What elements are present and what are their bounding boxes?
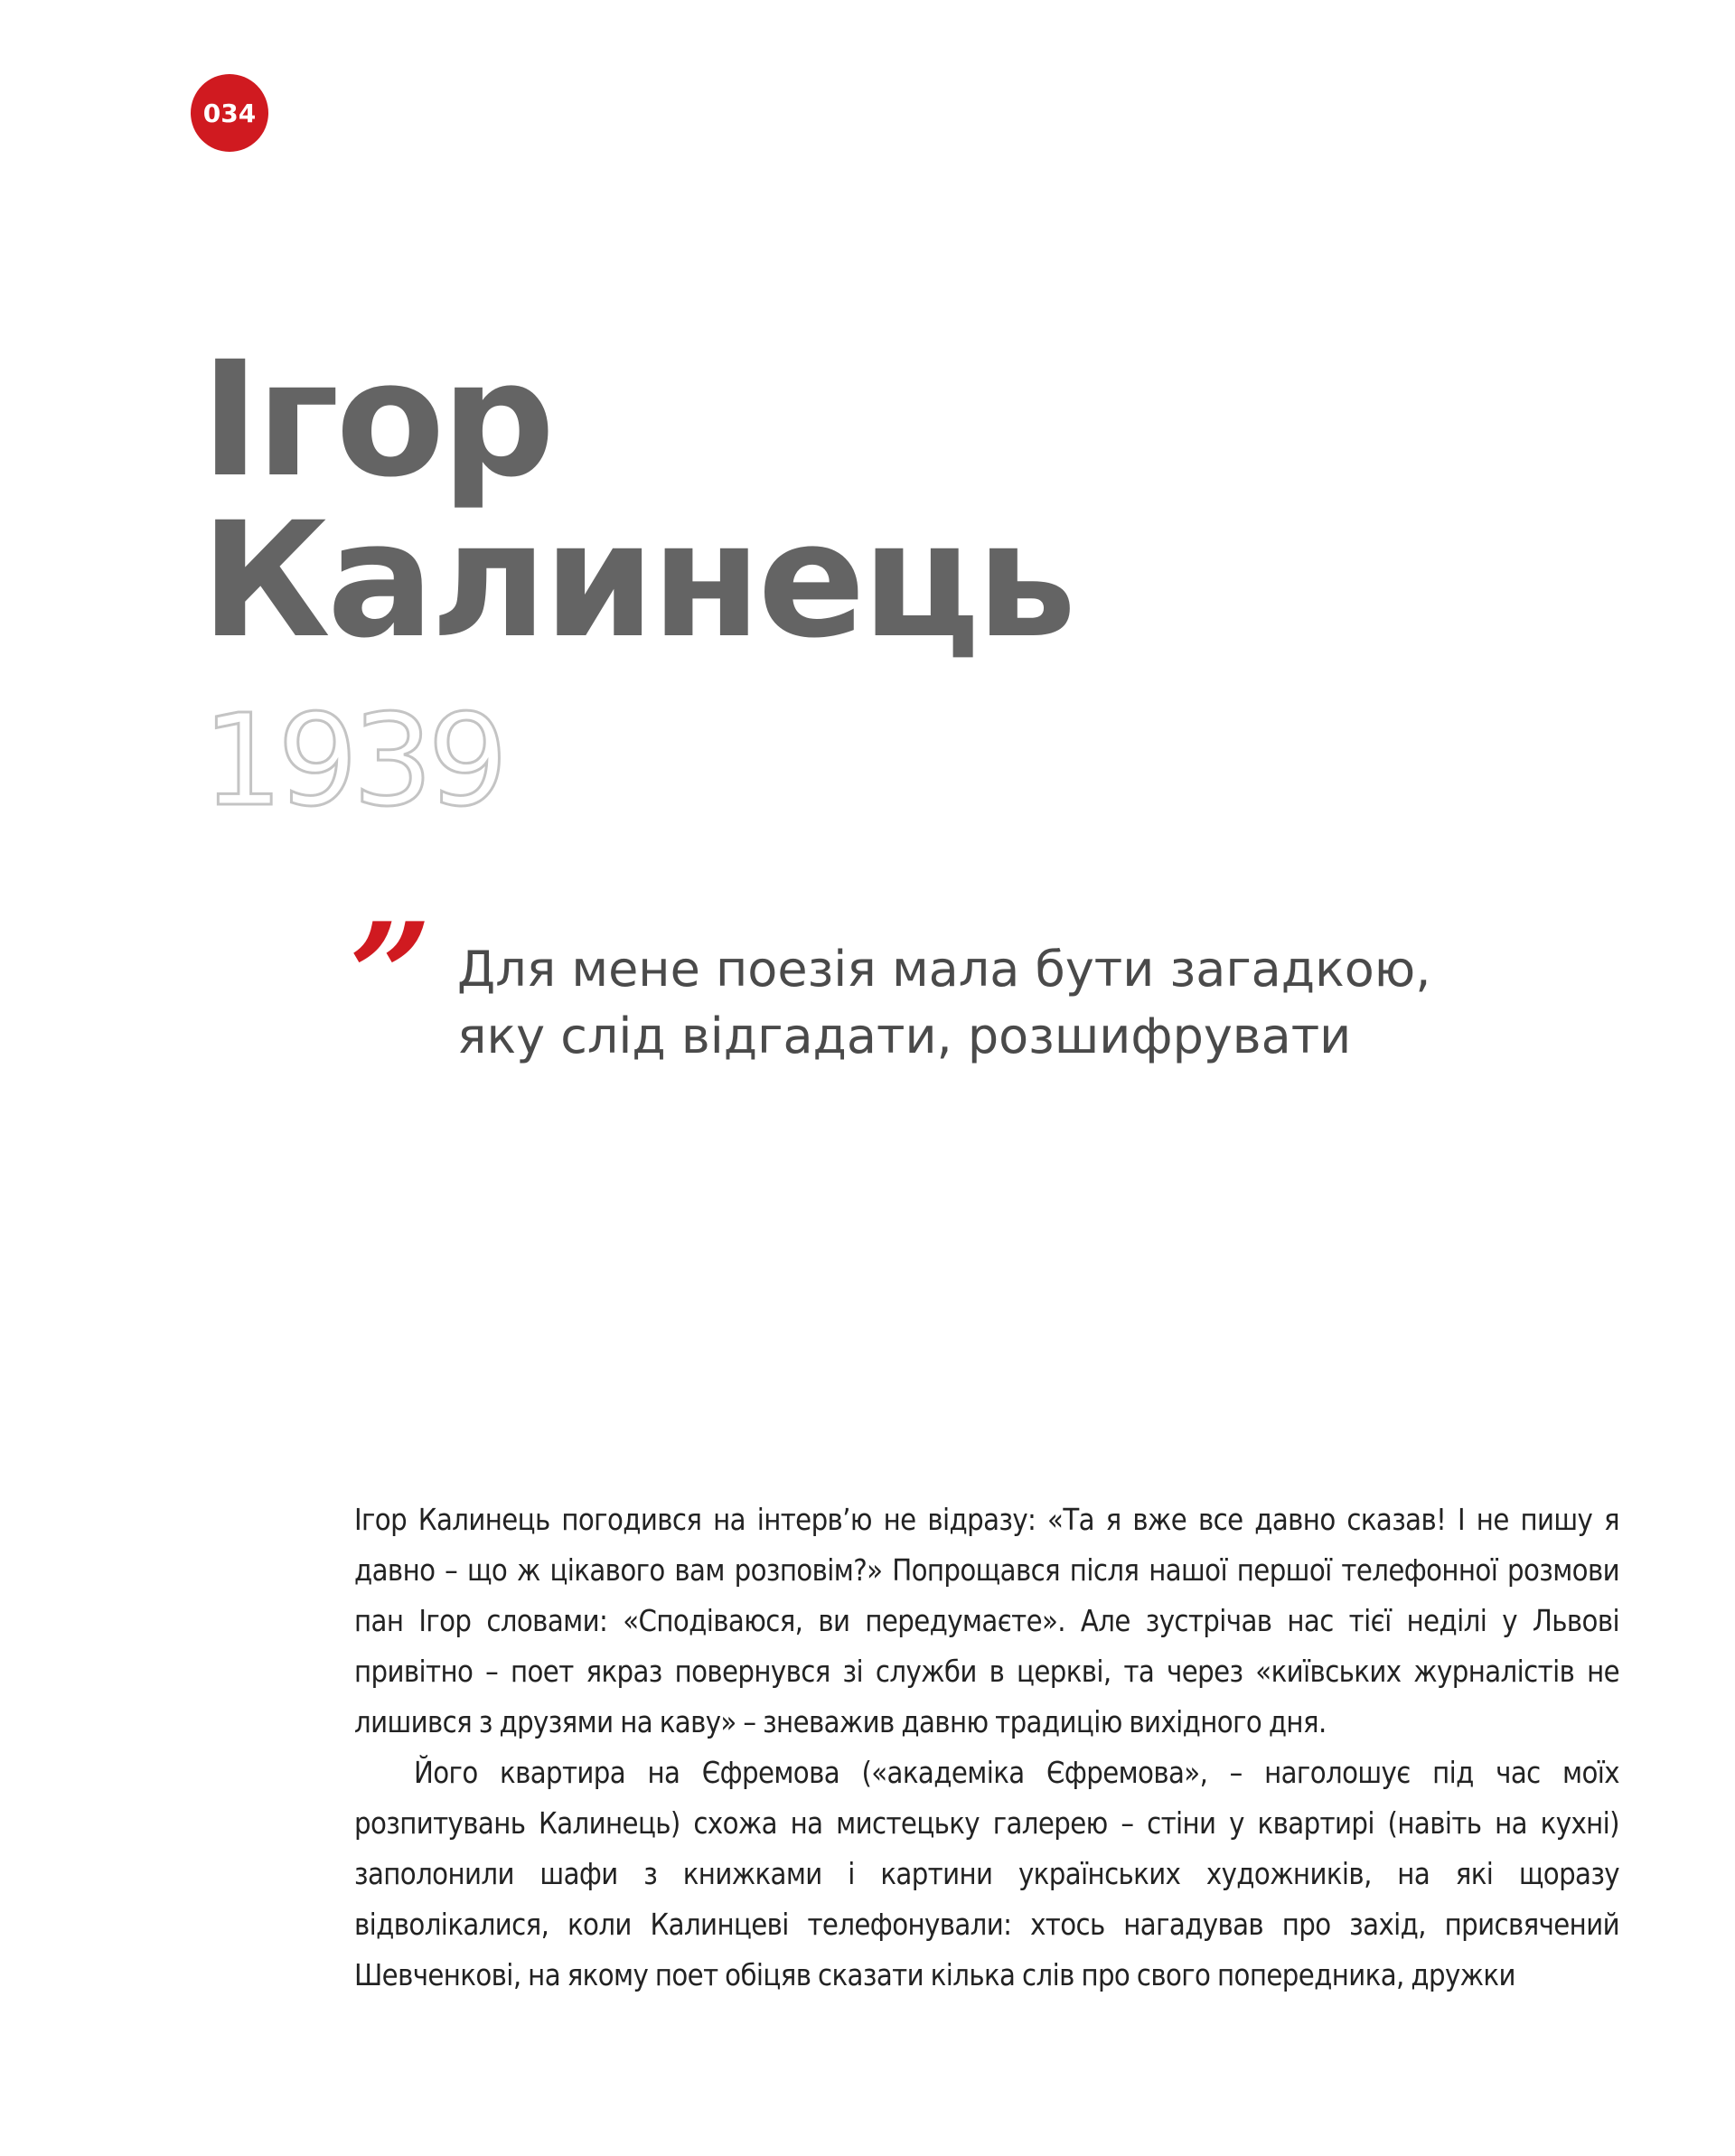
body-paragraph-2: Його квартира на Єфремова («академіка Єфремова», – наголошує під час моїх розпитувань Калинець) схожа на мистецьку галерею – стіни у квартирі (навіть на кухні) заполонили шафи з книжками і картини українських художників, на які щоразу відволікалися, коли Калинцеві телефонували: хтось нагадував про захід, присвячений Шевченкові, на якому поет обіцяв сказати кілька слів про свого попередника, дружки xyxy=(354,1756,1619,1992)
page-title xyxy=(201,327,1074,673)
pull-quote-line-2: яку слід відгадати, розшифрувати xyxy=(457,1008,1352,1064)
pull-quote-line-1: Для мене поезія мала бути загадкою, xyxy=(457,941,1431,998)
birth-year: 1939 xyxy=(202,688,503,835)
title-first-name: Ігор xyxy=(201,327,552,512)
page-number-badge xyxy=(191,74,268,152)
page-number: 034 xyxy=(202,98,257,128)
article-body xyxy=(354,1495,1619,2001)
pull-quote xyxy=(457,936,1451,1070)
title-last-name: Калинець xyxy=(201,488,1074,673)
quote-mark-icon: ” xyxy=(349,891,422,1061)
body-paragraph-1: Ігор Калинець погодився на інтерв’ю не відразу: «Та я вже все давно сказав! І не пишу я давно – що ж цікавого вам розповім?» Попрощався після нашої першої телефонної розмови пан Ігор словами: «Сподіваюся, ви передумаєте». Але зустрічав нас тієї неділі у Львові привітно – поет якраз повернувся зі служби в церкві, та через «київських журналістів не лишився з друзями на каву» – зневажив давню традицію вихідного дня. xyxy=(354,1503,1619,1739)
